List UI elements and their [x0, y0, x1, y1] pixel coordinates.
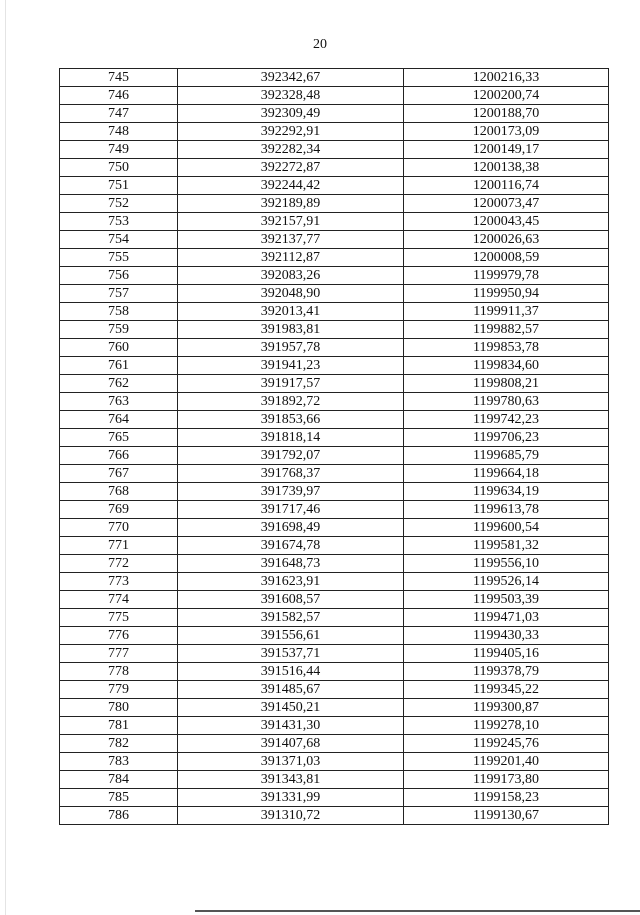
y-coordinate-cell: 1199201,40: [404, 753, 609, 771]
point-number-cell: 764: [60, 411, 178, 429]
point-number-cell: 781: [60, 717, 178, 735]
table-row: [60, 771, 609, 789]
x-coordinate-cell: 391371,03: [178, 753, 404, 771]
table-row: [60, 87, 609, 105]
x-coordinate-cell: 392112,87: [178, 249, 404, 267]
y-coordinate-cell: 1199742,23: [404, 411, 609, 429]
table-row: [60, 231, 609, 249]
x-coordinate-cell: 392013,41: [178, 303, 404, 321]
y-coordinate-cell: 1199706,23: [404, 429, 609, 447]
table-row: [60, 123, 609, 141]
table-row: [60, 105, 609, 123]
y-coordinate-cell: 1199503,39: [404, 591, 609, 609]
point-number-cell: 758: [60, 303, 178, 321]
y-coordinate-cell: 1199278,10: [404, 717, 609, 735]
point-number-cell: 785: [60, 789, 178, 807]
scan-edge-bottom: [195, 910, 640, 912]
y-coordinate-cell: 1200008,59: [404, 249, 609, 267]
point-number-cell: 750: [60, 159, 178, 177]
table-row: [60, 375, 609, 393]
point-number-cell: 783: [60, 753, 178, 771]
x-coordinate-cell: 392328,48: [178, 87, 404, 105]
table-row: [60, 447, 609, 465]
x-coordinate-cell: 391623,91: [178, 573, 404, 591]
point-number-cell: 748: [60, 123, 178, 141]
point-number-cell: 762: [60, 375, 178, 393]
x-coordinate-cell: 391674,78: [178, 537, 404, 555]
y-coordinate-cell: 1199911,37: [404, 303, 609, 321]
scan-edge-left: [5, 0, 6, 915]
x-coordinate-cell: 392189,89: [178, 195, 404, 213]
point-number-cell: 755: [60, 249, 178, 267]
table-row: [60, 465, 609, 483]
table-row: [60, 555, 609, 573]
table-row: [60, 537, 609, 555]
x-coordinate-cell: 392157,91: [178, 213, 404, 231]
y-coordinate-cell: 1199834,60: [404, 357, 609, 375]
x-coordinate-cell: 391941,23: [178, 357, 404, 375]
point-number-cell: 771: [60, 537, 178, 555]
table-row: [60, 195, 609, 213]
page-number: 20: [313, 37, 327, 52]
x-coordinate-cell: 391431,30: [178, 717, 404, 735]
x-coordinate-cell: 391957,78: [178, 339, 404, 357]
x-coordinate-cell: 392292,91: [178, 123, 404, 141]
point-number-cell: 767: [60, 465, 178, 483]
table-row: [60, 285, 609, 303]
y-coordinate-cell: 1200200,74: [404, 87, 609, 105]
x-coordinate-cell: 392083,26: [178, 267, 404, 285]
y-coordinate-cell: 1200216,33: [404, 69, 609, 87]
y-coordinate-cell: 1199345,22: [404, 681, 609, 699]
x-coordinate-cell: 391608,57: [178, 591, 404, 609]
table-row: [60, 753, 609, 771]
table-row: [60, 717, 609, 735]
table-row: [60, 429, 609, 447]
y-coordinate-cell: 1199471,03: [404, 609, 609, 627]
x-coordinate-cell: 391818,14: [178, 429, 404, 447]
x-coordinate-cell: 391768,37: [178, 465, 404, 483]
point-number-cell: 769: [60, 501, 178, 519]
y-coordinate-cell: 1199581,32: [404, 537, 609, 555]
table-row: [60, 627, 609, 645]
x-coordinate-cell: 392272,87: [178, 159, 404, 177]
point-number-cell: 749: [60, 141, 178, 159]
point-number-cell: 786: [60, 807, 178, 825]
table-row: [60, 267, 609, 285]
y-coordinate-cell: 1200073,47: [404, 195, 609, 213]
point-number-cell: 780: [60, 699, 178, 717]
y-coordinate-cell: 1200188,70: [404, 105, 609, 123]
table-row: [60, 519, 609, 537]
x-coordinate-cell: 391648,73: [178, 555, 404, 573]
point-number-cell: 777: [60, 645, 178, 663]
y-coordinate-cell: 1199780,63: [404, 393, 609, 411]
table-row: [60, 573, 609, 591]
x-coordinate-cell: 391516,44: [178, 663, 404, 681]
y-coordinate-cell: 1199664,18: [404, 465, 609, 483]
x-coordinate-cell: 391717,46: [178, 501, 404, 519]
table-row: [60, 393, 609, 411]
y-coordinate-cell: 1199600,54: [404, 519, 609, 537]
point-number-cell: 752: [60, 195, 178, 213]
table-row: [60, 339, 609, 357]
point-number-cell: 746: [60, 87, 178, 105]
y-coordinate-cell: 1200026,63: [404, 231, 609, 249]
x-coordinate-cell: 391739,97: [178, 483, 404, 501]
x-coordinate-cell: 392309,49: [178, 105, 404, 123]
x-coordinate-cell: 391407,68: [178, 735, 404, 753]
table-row: [60, 321, 609, 339]
x-coordinate-cell: 392137,77: [178, 231, 404, 249]
x-coordinate-cell: 391331,99: [178, 789, 404, 807]
x-coordinate-cell: 391792,07: [178, 447, 404, 465]
table-row: [60, 807, 609, 825]
point-number-cell: 778: [60, 663, 178, 681]
y-coordinate-cell: 1200173,09: [404, 123, 609, 141]
y-coordinate-cell: 1200116,74: [404, 177, 609, 195]
table-row: [60, 501, 609, 519]
y-coordinate-cell: 1199979,78: [404, 267, 609, 285]
point-number-cell: 763: [60, 393, 178, 411]
table-row: [60, 645, 609, 663]
x-coordinate-cell: 392048,90: [178, 285, 404, 303]
point-number-cell: 773: [60, 573, 178, 591]
x-coordinate-cell: 392342,67: [178, 69, 404, 87]
y-coordinate-cell: 1199405,16: [404, 645, 609, 663]
point-number-cell: 768: [60, 483, 178, 501]
point-number-cell: 784: [60, 771, 178, 789]
x-coordinate-cell: 391892,72: [178, 393, 404, 411]
point-number-cell: 782: [60, 735, 178, 753]
table-row: [60, 159, 609, 177]
y-coordinate-cell: 1199173,80: [404, 771, 609, 789]
table-row: [60, 609, 609, 627]
y-coordinate-cell: 1199245,76: [404, 735, 609, 753]
table-row: [60, 483, 609, 501]
x-coordinate-cell: 391310,72: [178, 807, 404, 825]
table-row: [60, 357, 609, 375]
point-number-cell: 776: [60, 627, 178, 645]
point-number-cell: 760: [60, 339, 178, 357]
point-number-cell: 766: [60, 447, 178, 465]
y-coordinate-cell: 1200149,17: [404, 141, 609, 159]
y-coordinate-cell: 1199853,78: [404, 339, 609, 357]
point-number-cell: 772: [60, 555, 178, 573]
table-row: [60, 303, 609, 321]
point-number-cell: 774: [60, 591, 178, 609]
point-number-cell: 747: [60, 105, 178, 123]
table-row: [60, 699, 609, 717]
coordinates-table-body: [60, 69, 609, 825]
y-coordinate-cell: 1199685,79: [404, 447, 609, 465]
point-number-cell: 779: [60, 681, 178, 699]
x-coordinate-cell: 391450,21: [178, 699, 404, 717]
y-coordinate-cell: 1199378,79: [404, 663, 609, 681]
x-coordinate-cell: 391582,57: [178, 609, 404, 627]
x-coordinate-cell: 391343,81: [178, 771, 404, 789]
x-coordinate-cell: 391556,61: [178, 627, 404, 645]
point-number-cell: 756: [60, 267, 178, 285]
point-number-cell: 751: [60, 177, 178, 195]
x-coordinate-cell: 392282,34: [178, 141, 404, 159]
table-row: [60, 681, 609, 699]
y-coordinate-cell: 1199430,33: [404, 627, 609, 645]
y-coordinate-cell: 1199808,21: [404, 375, 609, 393]
table-row: [60, 141, 609, 159]
point-number-cell: 745: [60, 69, 178, 87]
table-row: [60, 249, 609, 267]
table-row: [60, 177, 609, 195]
x-coordinate-cell: 391853,66: [178, 411, 404, 429]
point-number-cell: 765: [60, 429, 178, 447]
y-coordinate-cell: 1199556,10: [404, 555, 609, 573]
y-coordinate-cell: 1199526,14: [404, 573, 609, 591]
x-coordinate-cell: 391698,49: [178, 519, 404, 537]
y-coordinate-cell: 1199950,94: [404, 285, 609, 303]
x-coordinate-cell: 391537,71: [178, 645, 404, 663]
y-coordinate-cell: 1199613,78: [404, 501, 609, 519]
table-row: [60, 69, 609, 87]
table-row: [60, 591, 609, 609]
x-coordinate-cell: 391917,57: [178, 375, 404, 393]
table-row: [60, 663, 609, 681]
x-coordinate-cell: 391983,81: [178, 321, 404, 339]
y-coordinate-cell: 1199130,67: [404, 807, 609, 825]
x-coordinate-cell: 392244,42: [178, 177, 404, 195]
point-number-cell: 754: [60, 231, 178, 249]
y-coordinate-cell: 1200043,45: [404, 213, 609, 231]
y-coordinate-cell: 1199300,87: [404, 699, 609, 717]
point-number-cell: 753: [60, 213, 178, 231]
table-row: [60, 735, 609, 753]
table-row: [60, 411, 609, 429]
point-number-cell: 775: [60, 609, 178, 627]
point-number-cell: 759: [60, 321, 178, 339]
y-coordinate-cell: 1199882,57: [404, 321, 609, 339]
table-row: [60, 789, 609, 807]
point-number-cell: 757: [60, 285, 178, 303]
point-number-cell: 761: [60, 357, 178, 375]
y-coordinate-cell: 1199158,23: [404, 789, 609, 807]
y-coordinate-cell: 1199634,19: [404, 483, 609, 501]
table-row: [60, 213, 609, 231]
x-coordinate-cell: 391485,67: [178, 681, 404, 699]
y-coordinate-cell: 1200138,38: [404, 159, 609, 177]
coordinates-table: [59, 68, 609, 825]
point-number-cell: 770: [60, 519, 178, 537]
